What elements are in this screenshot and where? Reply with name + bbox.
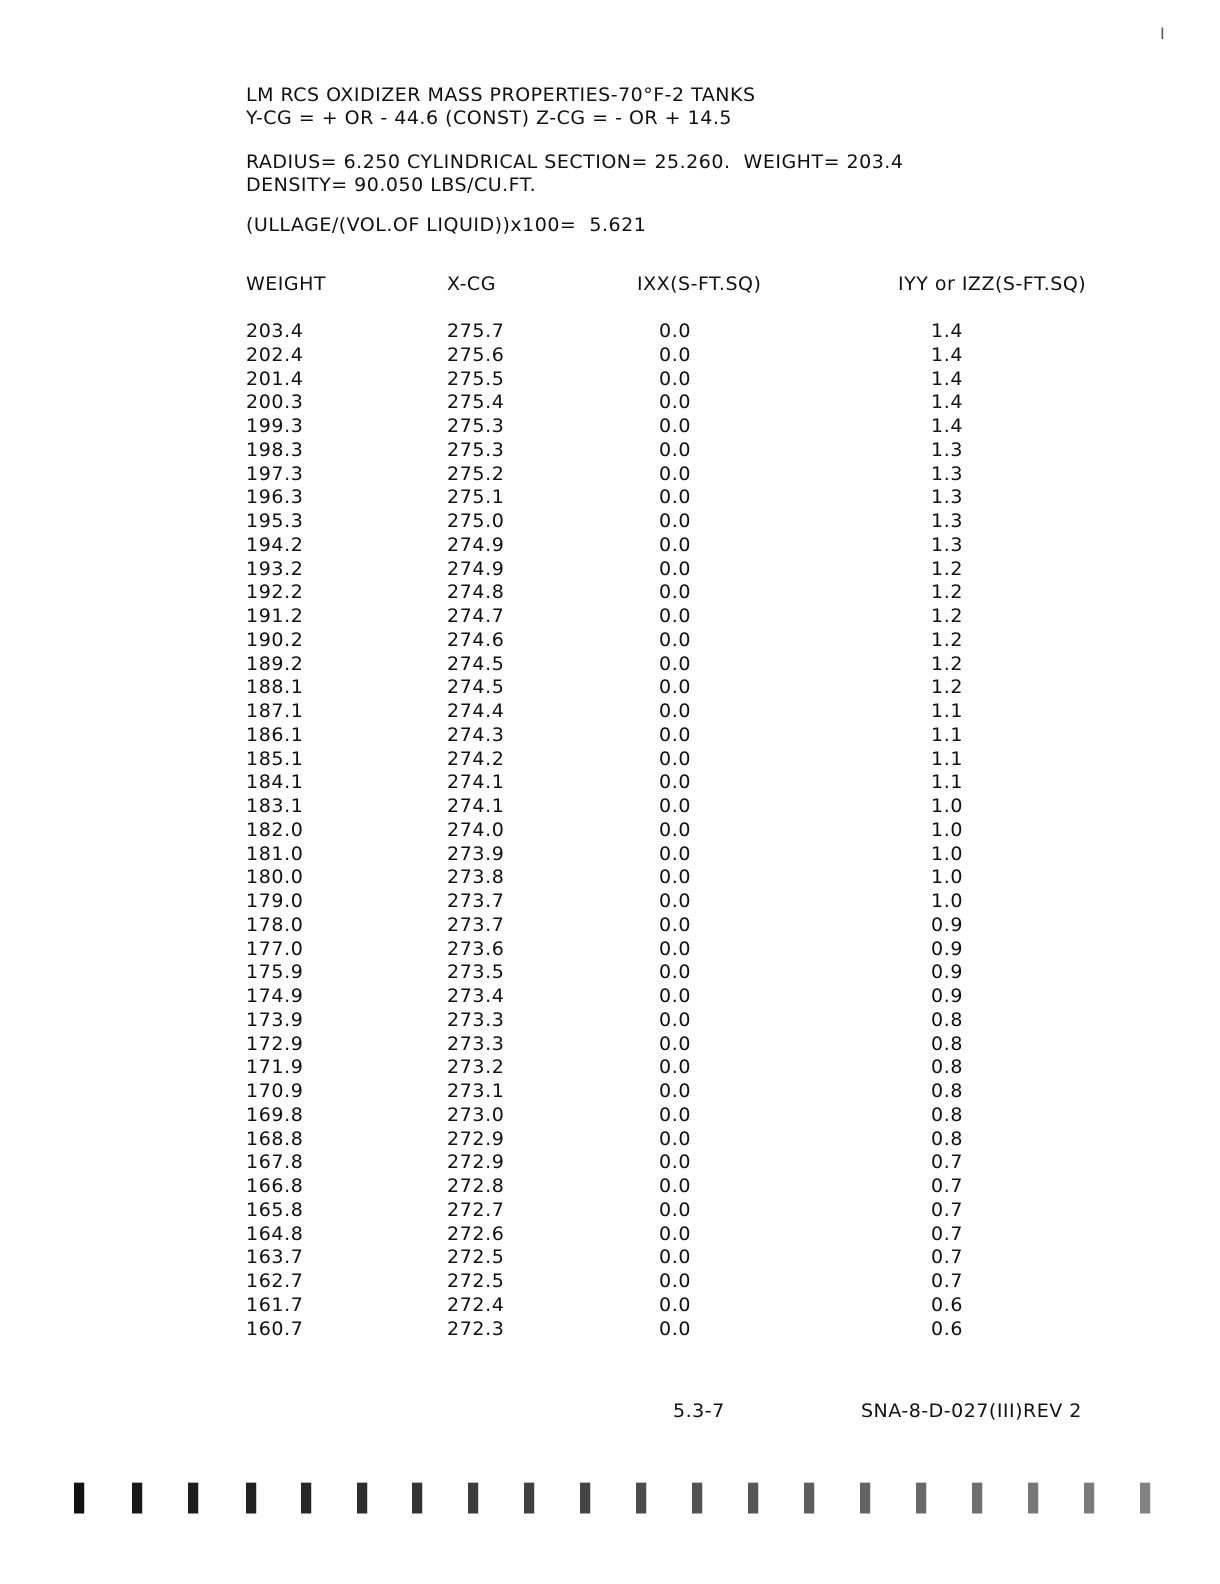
cell-iyy-izz: 1.4: [931, 367, 964, 390]
cell-iyy-izz: 1.4: [931, 391, 964, 414]
cell-weight: 201.4: [246, 367, 304, 390]
cell-x-cg: 274.6: [447, 628, 505, 651]
table-row: [0, 320, 1220, 344]
cell-ixx: 0.0: [659, 438, 692, 461]
table-row: [0, 1246, 1220, 1270]
cell-ixx: 0.0: [659, 486, 692, 509]
table-row: [0, 653, 1220, 677]
cell-x-cg: 272.8: [447, 1175, 505, 1197]
table-row: [0, 1294, 1220, 1318]
cell-iyy-izz: 0.7: [931, 1270, 964, 1292]
table-row: [0, 795, 1220, 819]
cell-ixx: 0.0: [659, 985, 692, 1007]
ullage-line: (ULLAGE/(VOL.OF LIQUID))x100= 5.621: [246, 214, 647, 236]
cell-weight: 168.8: [246, 1127, 304, 1150]
cell-ixx: 0.0: [659, 1246, 692, 1269]
cell-x-cg: 273.4: [447, 985, 505, 1007]
table-row: [0, 1175, 1220, 1199]
cell-ixx: 0.0: [659, 771, 692, 794]
scan-mark: ▐: [570, 1484, 590, 1514]
cell-weight: 187.1: [246, 700, 304, 722]
cell-ixx: 0.0: [659, 391, 692, 414]
cell-x-cg: 275.2: [447, 462, 505, 485]
cell-iyy-izz: 1.4: [931, 415, 964, 437]
cell-iyy-izz: 0.8: [931, 1008, 964, 1031]
cell-x-cg: 275.4: [447, 391, 505, 414]
cell-weight: 174.9: [246, 985, 304, 1007]
scan-mark: ▐: [347, 1484, 367, 1514]
cell-weight: 179.0: [246, 890, 304, 912]
cell-weight: 165.8: [246, 1198, 304, 1221]
cell-x-cg: 272.5: [447, 1246, 505, 1269]
cell-iyy-izz: 0.8: [931, 1056, 964, 1079]
scan-mark: ▐: [236, 1484, 256, 1514]
page-corner-mark: I: [1160, 24, 1165, 43]
scan-mark: ▐: [402, 1484, 422, 1514]
cell-x-cg: 275.3: [447, 438, 505, 461]
table-row: [0, 1104, 1220, 1128]
cell-weight: 162.7: [246, 1270, 304, 1292]
table-row: [0, 866, 1220, 890]
cell-x-cg: 273.3: [447, 1008, 505, 1031]
table-row: [0, 439, 1220, 463]
cell-x-cg: 274.5: [447, 676, 505, 699]
cell-weight: 199.3: [246, 415, 304, 437]
cell-ixx: 0.0: [659, 961, 692, 984]
cell-x-cg: 273.7: [447, 890, 505, 912]
cell-weight: 203.4: [246, 320, 304, 342]
table-row: [0, 415, 1220, 439]
title-line: LM RCS OXIDIZER MASS PROPERTIES-70°F-2 TANKS: [246, 84, 756, 106]
scan-mark: ▐: [1018, 1484, 1038, 1514]
cell-x-cg: 272.6: [447, 1222, 505, 1245]
cell-iyy-izz: 1.3: [931, 462, 964, 485]
scan-mark: ▐: [1074, 1484, 1094, 1514]
cell-ixx: 0.0: [659, 818, 692, 841]
cell-x-cg: 275.0: [447, 510, 505, 532]
table-row: [0, 700, 1220, 724]
scan-mark: ▐: [738, 1484, 758, 1514]
cell-x-cg: 273.1: [447, 1080, 505, 1102]
cell-iyy-izz: 1.2: [931, 628, 964, 651]
cell-x-cg: 273.6: [447, 937, 505, 960]
cell-x-cg: 272.5: [447, 1270, 505, 1292]
cell-iyy-izz: 1.1: [931, 700, 964, 722]
cell-weight: 173.9: [246, 1008, 304, 1031]
cell-iyy-izz: 1.0: [931, 842, 964, 865]
cell-ixx: 0.0: [659, 605, 692, 627]
cell-iyy-izz: 1.0: [931, 818, 964, 841]
table-row: [0, 1056, 1220, 1080]
cell-iyy-izz: 0.6: [931, 1317, 964, 1340]
cell-weight: 180.0: [246, 866, 304, 889]
cell-weight: 191.2: [246, 605, 304, 627]
cell-ixx: 0.0: [659, 676, 692, 699]
cell-weight: 163.7: [246, 1246, 304, 1269]
table-row: [0, 486, 1220, 510]
cell-x-cg: 274.3: [447, 723, 505, 746]
cell-x-cg: 273.9: [447, 842, 505, 865]
cell-ixx: 0.0: [659, 1317, 692, 1340]
cell-weight: 185.1: [246, 747, 304, 770]
cell-weight: 193.2: [246, 557, 304, 580]
cell-x-cg: 274.4: [447, 700, 505, 722]
cell-x-cg: 273.5: [447, 961, 505, 984]
cell-ixx: 0.0: [659, 842, 692, 865]
cell-ixx: 0.0: [659, 747, 692, 770]
scan-mark: ▐: [906, 1484, 926, 1514]
cell-weight: 194.2: [246, 533, 304, 556]
table-row: [0, 676, 1220, 700]
cell-iyy-izz: 0.7: [931, 1175, 964, 1197]
cell-x-cg: 274.9: [447, 557, 505, 580]
column-header-ixx: IXX(S-FT.SQ): [637, 273, 762, 295]
cell-ixx: 0.0: [659, 723, 692, 746]
table-row: [0, 724, 1220, 748]
cell-weight: 166.8: [246, 1175, 304, 1197]
scan-mark: ▐: [1130, 1484, 1150, 1514]
cell-x-cg: 274.1: [447, 795, 505, 817]
document-id: SNA-8-D-027(III)REV 2: [861, 1400, 1082, 1422]
cell-ixx: 0.0: [659, 937, 692, 960]
table-row: [0, 1151, 1220, 1175]
column-header-weight: WEIGHT: [246, 273, 327, 295]
cell-iyy-izz: 0.7: [931, 1198, 964, 1221]
cell-iyy-izz: 1.2: [931, 557, 964, 580]
cell-weight: 197.3: [246, 462, 304, 485]
cell-iyy-izz: 0.9: [931, 937, 964, 960]
table-row: [0, 1009, 1220, 1033]
scan-mark: ▐: [178, 1484, 198, 1514]
scan-mark: ▐: [64, 1484, 84, 1514]
table-row: [0, 463, 1220, 487]
scan-edge-marks: [0, 1486, 1220, 1526]
cell-iyy-izz: 0.8: [931, 1103, 964, 1126]
cell-ixx: 0.0: [659, 415, 692, 437]
cell-x-cg: 274.1: [447, 771, 505, 794]
cell-iyy-izz: 1.3: [931, 438, 964, 461]
cell-weight: 184.1: [246, 771, 304, 794]
cell-weight: 177.0: [246, 937, 304, 960]
cell-ixx: 0.0: [659, 367, 692, 390]
cell-x-cg: 275.7: [447, 320, 505, 342]
cell-weight: 202.4: [246, 343, 304, 366]
table-row: [0, 843, 1220, 867]
cell-x-cg: 274.5: [447, 652, 505, 675]
cell-weight: 200.3: [246, 391, 304, 414]
cell-ixx: 0.0: [659, 628, 692, 651]
scan-mark: ▐: [794, 1484, 814, 1514]
cell-iyy-izz: 0.9: [931, 913, 964, 936]
table-row: [0, 1270, 1220, 1294]
cell-x-cg: 275.3: [447, 415, 505, 437]
cell-weight: 183.1: [246, 795, 304, 817]
cell-weight: 182.0: [246, 818, 304, 841]
table-row: [0, 914, 1220, 938]
scan-mark: ▐: [514, 1484, 534, 1514]
table-row: [0, 938, 1220, 962]
cell-ixx: 0.0: [659, 557, 692, 580]
cell-iyy-izz: 1.0: [931, 795, 964, 817]
table-row: [0, 961, 1220, 985]
cell-x-cg: 272.4: [447, 1293, 505, 1316]
cell-x-cg: 273.0: [447, 1103, 505, 1126]
page-number: 5.3-7: [673, 1400, 725, 1422]
cell-x-cg: 274.2: [447, 747, 505, 770]
cell-iyy-izz: 0.9: [931, 961, 964, 984]
cell-x-cg: 273.8: [447, 866, 505, 889]
cell-x-cg: 274.7: [447, 605, 505, 627]
cell-ixx: 0.0: [659, 1198, 692, 1221]
cell-weight: 189.2: [246, 652, 304, 675]
cell-ixx: 0.0: [659, 510, 692, 532]
cell-iyy-izz: 0.7: [931, 1222, 964, 1245]
radius-line: RADIUS= 6.250 CYLINDRICAL SECTION= 25.260. WEIGHT= 203.4: [246, 151, 904, 173]
cell-x-cg: 272.7: [447, 1198, 505, 1221]
cell-weight: 170.9: [246, 1080, 304, 1102]
scan-mark: ▐: [291, 1484, 311, 1514]
cell-weight: 188.1: [246, 676, 304, 699]
table-row: [0, 1080, 1220, 1104]
cell-iyy-izz: 1.2: [931, 676, 964, 699]
table-row: [0, 391, 1220, 415]
cell-ixx: 0.0: [659, 795, 692, 817]
table-row: [0, 605, 1220, 629]
cell-ixx: 0.0: [659, 890, 692, 912]
cell-ixx: 0.0: [659, 581, 692, 604]
cell-iyy-izz: 0.8: [931, 1032, 964, 1055]
cell-iyy-izz: 1.1: [931, 747, 964, 770]
table-row: [0, 368, 1220, 392]
cell-iyy-izz: 1.1: [931, 723, 964, 746]
table-row: [0, 748, 1220, 772]
cell-weight: 192.2: [246, 581, 304, 604]
cell-x-cg: 275.5: [447, 367, 505, 390]
cell-ixx: 0.0: [659, 343, 692, 366]
cell-weight: 160.7: [246, 1317, 304, 1340]
scan-mark: ▐: [850, 1484, 870, 1514]
cell-weight: 175.9: [246, 961, 304, 984]
density-line: DENSITY= 90.050 LBS/CU.FT.: [246, 174, 537, 196]
cell-iyy-izz: 1.2: [931, 581, 964, 604]
cell-ixx: 0.0: [659, 462, 692, 485]
scan-mark: ▐: [626, 1484, 646, 1514]
cell-iyy-izz: 1.3: [931, 486, 964, 509]
cell-iyy-izz: 1.4: [931, 320, 964, 342]
cell-x-cg: 273.2: [447, 1056, 505, 1079]
cell-ixx: 0.0: [659, 1008, 692, 1031]
cell-iyy-izz: 0.7: [931, 1246, 964, 1269]
cell-weight: 164.8: [246, 1222, 304, 1245]
cell-ixx: 0.0: [659, 913, 692, 936]
cell-iyy-izz: 1.2: [931, 652, 964, 675]
cell-iyy-izz: 0.8: [931, 1127, 964, 1150]
cell-ixx: 0.0: [659, 1080, 692, 1102]
cell-weight: 161.7: [246, 1293, 304, 1316]
table-row: [0, 581, 1220, 605]
cell-weight: 198.3: [246, 438, 304, 461]
table-row: [0, 771, 1220, 795]
mass-properties-table: [0, 320, 1220, 1341]
cell-weight: 178.0: [246, 913, 304, 936]
table-row: [0, 344, 1220, 368]
table-row: [0, 558, 1220, 582]
table-row: [0, 1128, 1220, 1152]
cell-ixx: 0.0: [659, 1175, 692, 1197]
cell-weight: 195.3: [246, 510, 304, 532]
cell-x-cg: 275.1: [447, 486, 505, 509]
cell-weight: 172.9: [246, 1032, 304, 1055]
cell-ixx: 0.0: [659, 866, 692, 889]
table-row: [0, 1223, 1220, 1247]
cell-ixx: 0.0: [659, 1127, 692, 1150]
cell-weight: 171.9: [246, 1056, 304, 1079]
cell-ixx: 0.0: [659, 1032, 692, 1055]
table-row: [0, 819, 1220, 843]
cell-iyy-izz: 1.0: [931, 890, 964, 912]
cell-x-cg: 273.3: [447, 1032, 505, 1055]
cell-iyy-izz: 1.0: [931, 866, 964, 889]
cell-weight: 169.8: [246, 1103, 304, 1126]
cell-ixx: 0.0: [659, 1151, 692, 1174]
cell-iyy-izz: 1.2: [931, 605, 964, 627]
column-header-iyy-izz: IYY or IZZ(S-FT.SQ): [898, 273, 1087, 295]
cell-iyy-izz: 0.6: [931, 1293, 964, 1316]
cell-iyy-izz: 1.4: [931, 343, 964, 366]
cell-x-cg: 273.7: [447, 913, 505, 936]
scan-mark: ▐: [122, 1484, 142, 1514]
cell-x-cg: 274.8: [447, 581, 505, 604]
cell-ixx: 0.0: [659, 1270, 692, 1292]
scan-mark: ▐: [458, 1484, 478, 1514]
cell-ixx: 0.0: [659, 320, 692, 342]
cell-ixx: 0.0: [659, 533, 692, 556]
cell-x-cg: 272.3: [447, 1317, 505, 1340]
cell-ixx: 0.0: [659, 700, 692, 722]
cell-x-cg: 272.9: [447, 1151, 505, 1174]
cell-iyy-izz: 0.9: [931, 985, 964, 1007]
cell-ixx: 0.0: [659, 1293, 692, 1316]
table-row: [0, 534, 1220, 558]
cell-ixx: 0.0: [659, 1103, 692, 1126]
scan-mark: ▐: [682, 1484, 702, 1514]
cell-iyy-izz: 0.8: [931, 1080, 964, 1102]
table-row: [0, 629, 1220, 653]
cell-weight: 196.3: [246, 486, 304, 509]
cell-ixx: 0.0: [659, 1056, 692, 1079]
table-row: [0, 1033, 1220, 1057]
table-row: [0, 890, 1220, 914]
cell-weight: 190.2: [246, 628, 304, 651]
cell-x-cg: 275.6: [447, 343, 505, 366]
cell-ixx: 0.0: [659, 1222, 692, 1245]
scan-mark: ▐: [962, 1484, 982, 1514]
cell-x-cg: 272.9: [447, 1127, 505, 1150]
table-row: [0, 510, 1220, 534]
cell-iyy-izz: 1.3: [931, 533, 964, 556]
cell-weight: 181.0: [246, 842, 304, 865]
cell-x-cg: 274.9: [447, 533, 505, 556]
table-row: [0, 1318, 1220, 1342]
document-header: [246, 84, 903, 237]
cell-iyy-izz: 0.7: [931, 1151, 964, 1174]
cg-line: Y-CG = + OR - 44.6 (CONST) Z-CG = - OR + 14.5: [246, 107, 732, 129]
cell-iyy-izz: 1.3: [931, 510, 964, 532]
table-row: [0, 985, 1220, 1009]
column-header-x-cg: X-CG: [447, 273, 496, 295]
cell-weight: 186.1: [246, 723, 304, 746]
cell-ixx: 0.0: [659, 652, 692, 675]
cell-x-cg: 274.0: [447, 818, 505, 841]
table-row: [0, 1199, 1220, 1223]
cell-iyy-izz: 1.1: [931, 771, 964, 794]
cell-weight: 167.8: [246, 1151, 304, 1174]
